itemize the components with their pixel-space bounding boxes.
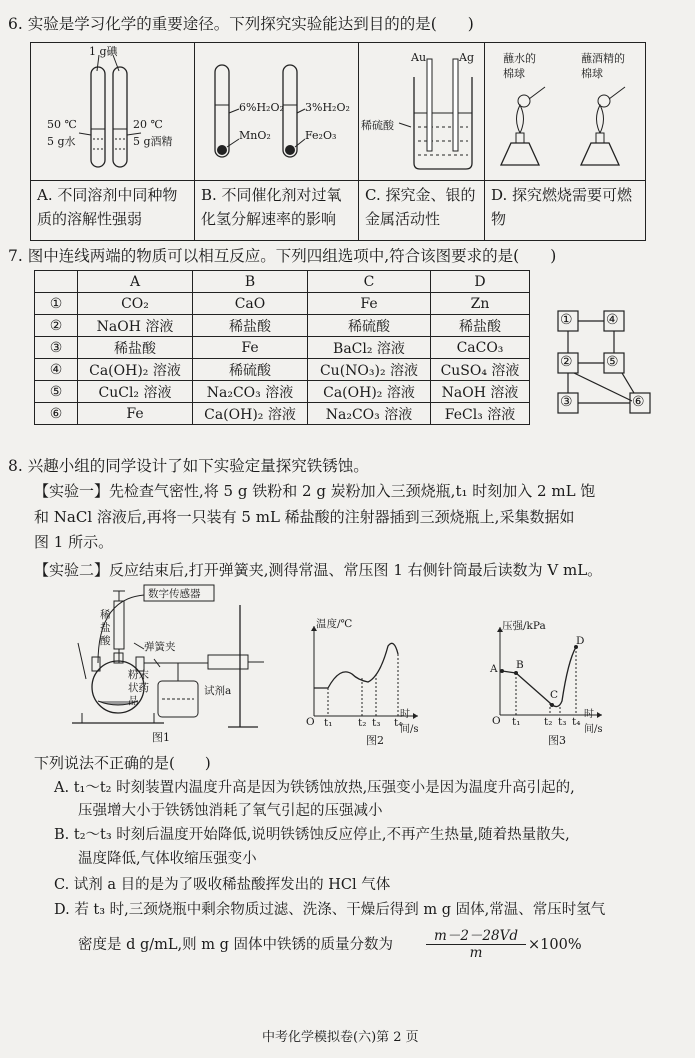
q8-exp1-line3: 图 1 所示。 bbox=[34, 533, 114, 551]
q6-table bbox=[30, 42, 646, 241]
q6-stem: 6. 实验是学习化学的重要途径。下列探究实验能达到目的的是( ) bbox=[8, 15, 474, 33]
table-row: ⑤ CuCl₂ 溶液 Na₂CO₃ 溶液 Ca(OH)₂ 溶液 NaOH 溶液 bbox=[35, 381, 530, 403]
node-1: ① bbox=[560, 312, 573, 328]
q7-table bbox=[34, 270, 530, 425]
table-row: ④ Ca(OH)₂ 溶液 稀硫酸 Cu(NO₃)₂ 溶液 CuSO₄ 溶液 bbox=[35, 359, 530, 381]
fraction-denominator: m bbox=[469, 945, 483, 961]
q8-exp1-line2: 和 NaCl 溶液后,再将一只装有 5 mL 稀盐酸的注射器插到三颈烧瓶上,采集数据如 bbox=[34, 508, 575, 526]
node-3: ③ bbox=[560, 394, 573, 410]
fig1-caption: 图1 bbox=[152, 731, 170, 744]
fig1-apparatus bbox=[58, 583, 280, 747]
table-row: ② NaOH 溶液 稀盐酸 稀硫酸 稀盐酸 bbox=[35, 315, 530, 337]
table-row: ③ 稀盐酸 Fe BaCl₂ 溶液 CaCO₃ bbox=[35, 337, 530, 359]
page-footer: 中考化学模拟卷(六)第 2 页 bbox=[262, 1030, 419, 1045]
q7-stem: 7. 图中连线两端的物质可以相互反应。下列四组选项中,符合该图要求的是( ) bbox=[8, 247, 557, 265]
q8-option-a-line2: 压强增大小于铁锈蚀消耗了氧气引起的压强减小 bbox=[78, 803, 383, 819]
q6-fig-b: 6%H₂O₂ MnO₂ 3%H₂O₂ Fe₂O₃ bbox=[195, 43, 359, 181]
q8-option-d-line1: D. 若 t₃ 时,三颈烧瓶中剩余物质过滤、洗涤、干燥后得到 m g 固体,常温、常压时氢气 bbox=[54, 902, 606, 918]
q8-stem: 8. 兴趣小组的同学设计了如下实验定量探究铁锈蚀。 bbox=[8, 457, 369, 475]
q8-fraction-tail: ×100% bbox=[528, 937, 582, 953]
q8-option-b-line1: B. t₂～t₃ 时刻后温度开始降低,说明铁锈蚀反应停止,不再产生热量,随着热量散失, bbox=[54, 827, 570, 843]
node-6: ⑥ bbox=[632, 394, 645, 410]
q8-option-d-line2: 密度是 d g/mL,则 m g 固体中铁锈的质量分数为 bbox=[78, 937, 394, 953]
table-row: ⑥ Fe Ca(OH)₂ 溶液 Na₂CO₃ 溶液 FeCl₃ 溶液 bbox=[35, 403, 530, 425]
q6-fig-a: 1 g碘 50 ℃ 5 g水 20 ℃ 5 g酒精 bbox=[31, 43, 195, 181]
q6-fig-d: 蘸水的棉球 蘸酒精的棉球 bbox=[485, 43, 646, 181]
q8-option-a-line1: A. t₁～t₂ 时刻装置内温度升高是因为铁锈蚀放热,压强变小是因为温度升高引起的, bbox=[54, 780, 575, 796]
fig1-acid-label: 稀盐酸 bbox=[100, 609, 111, 647]
q8-option-b-line2: 温度降低,气体收缩压强变小 bbox=[78, 851, 257, 867]
q8-option-c: C. 试剂 a 目的是为了吸收稀盐酸挥发出的 HCl 气体 bbox=[54, 877, 391, 893]
q6-option-d: D. 探究燃烧需要可燃物 bbox=[491, 186, 633, 228]
q6-fig-c: Au Ag 稀硫酸 bbox=[359, 43, 485, 181]
q8-exp1-line1: 【实验一】先检查气密性,将 5 g 铁粉和 2 g 炭粉加入三颈烧瓶,t₁ 时刻加入 2 mL 饱 bbox=[34, 482, 596, 500]
node-2: ② bbox=[560, 354, 573, 370]
q6-option-c: C. 探究金、银的金属活动性 bbox=[365, 186, 476, 228]
q7-relation-diagram bbox=[554, 300, 688, 420]
dissolution-test-tubes bbox=[31, 43, 194, 176]
fig3-pressure-chart: 压强/kPa A B C D O t₁ t₂ t₃ t₄ 时间/s 图3 bbox=[490, 620, 603, 747]
q8-fraction bbox=[426, 924, 526, 961]
fraction-numerator: m－2－28Vd bbox=[426, 924, 526, 945]
fig2-temperature-chart: 温度/℃ O t₁ t₂ t₃ t₄ 时间/s 图2 bbox=[306, 618, 419, 747]
q7-header-row: A B C D bbox=[35, 271, 530, 293]
q6-option-a: A. 不同溶剂中同种物质的溶解性强弱 bbox=[37, 186, 178, 228]
fig1-sensor-label: 数字传感器 bbox=[148, 588, 201, 600]
fig1-reagent-label: 试剂a bbox=[204, 685, 232, 697]
fig1-clamp-label: 弹簧夹 bbox=[144, 641, 176, 653]
table-row: ① CO₂ CaO Fe Zn bbox=[35, 293, 530, 315]
fig1-powder-label: 粉末状药品 bbox=[128, 669, 149, 707]
q6-option-b: B. 不同催化剂对过氧化氢分解速率的影响 bbox=[201, 186, 342, 228]
node-4: ④ bbox=[606, 312, 619, 328]
node-5: ⑤ bbox=[606, 354, 619, 370]
q8-exp2: 【实验二】反应结束后,打开弹簧夹,测得常温、常压图 1 右侧针筒最后读数为 V mL。 bbox=[34, 561, 603, 579]
q8-ask: 下列说法不正确的是( ) bbox=[34, 754, 211, 772]
